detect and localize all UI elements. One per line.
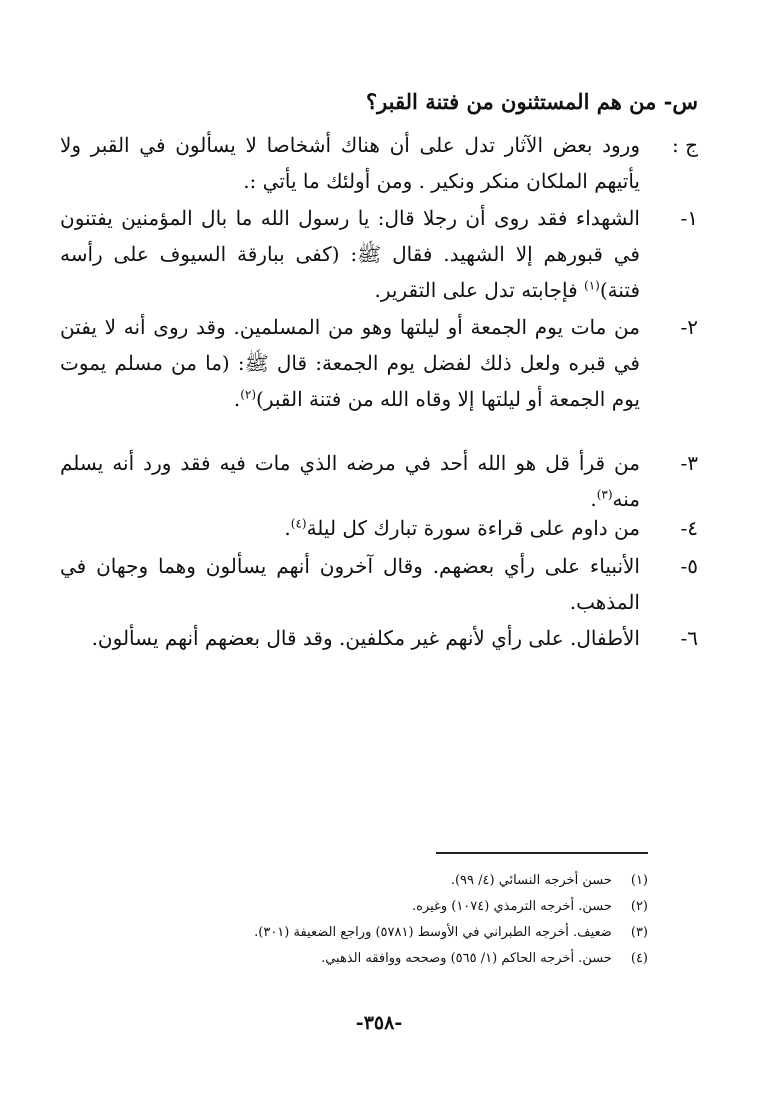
- footnote: [88, 868, 648, 894]
- footnote-ref[interactable]: (٤): [290, 516, 307, 531]
- item-text: الأطفال. على رأي لأنهم غير مكلفين. وقد قال بعضهم أنهم يسألون.: [91, 626, 640, 650]
- list-item: [60, 445, 698, 517]
- list-item: [60, 510, 698, 546]
- list-item: [60, 548, 698, 620]
- item-number: ١-: [680, 206, 698, 230]
- page-number: -٣٥٨-: [355, 1012, 403, 1034]
- footnote-ref[interactable]: (٣): [596, 487, 613, 502]
- list-item: [60, 620, 698, 656]
- question-label: س-: [663, 89, 698, 114]
- footnote-text: حسن. أخرجه الحاكم (١/ ٥٦٥) وصححه ووافقه الذهبي.: [321, 951, 612, 966]
- footnote-text: حسن. أخرجه الترمذي (١٠٧٤) وغيره.: [412, 899, 612, 914]
- answer-text: ورود بعض الآثار تدل على أن هناك أشخاصا لا يسألون في القبر ولا يأتيهم الملكان منكر ونكير . ومن أولئك ما يأتي :.: [60, 133, 640, 193]
- item-number: ٤-: [680, 516, 698, 540]
- item-text: من داوم على قراءة سورة تبارك كل ليلة$^{(٤)}$.: [284, 516, 640, 540]
- footnotes: [88, 868, 648, 972]
- footnote-text: ضعيف. أخرجه الطبراني في الأوسط (٥٧٨١) وراجع الضعيفة (٣٠١).: [254, 925, 612, 940]
- footnote-number: (١): [630, 873, 648, 888]
- item-number: ٢-: [680, 315, 698, 339]
- item-text: من مات يوم الجمعة أو ليلتها وهو من المسلمين. وقد روى أنه لا يفتن في قبره ولعل ذلك لفضل يوم الجمعة: قال ﷺ: (ما من مسلم يموت يوم الجمعة أو ليلتها إلا وقاه الله من فتنة القبر)$^{(٢)}$.: [60, 315, 640, 411]
- footnote-number: (٣): [630, 925, 648, 940]
- item-number: ٥-: [680, 554, 698, 578]
- footnote-text: حسن أخرجه النسائي (٤/ ٩٩).: [450, 873, 612, 888]
- item-text: من قرأ قل هو الله أحد في مرضه الذي مات فيه فقد ورد أنه يسلم منه$^{(٣)}$.: [60, 451, 640, 511]
- list-item: [60, 200, 698, 308]
- item-number: ٣-: [680, 451, 698, 475]
- footnote-number: (٤): [630, 951, 648, 966]
- footnote: [88, 920, 648, 946]
- item-text: الشهداء فقد روى أن رجلا قال: يا رسول الله ما بال المؤمنين يفتنون في قبورهم إلا الشهيد. فقال ﷺ: (كفى ببارقة السيوف على رأسه فتنة)$^{(١)}$ فإجابته تدل على التقرير.: [60, 206, 640, 302]
- footnote: [88, 946, 648, 972]
- answer-paragraph: [60, 127, 698, 199]
- answer-label: ج :: [671, 133, 698, 157]
- footnote-number: (٢): [630, 899, 648, 914]
- footnote-divider: [436, 852, 648, 854]
- footnote-ref[interactable]: (١): [584, 278, 600, 293]
- item-number: ٦-: [680, 626, 698, 650]
- question-text: من هم المستثنون من فتنة القبر؟: [365, 89, 657, 114]
- list-item: [60, 309, 698, 417]
- question-heading: [60, 84, 698, 120]
- item-text: الأنبياء على رأي بعضهم. وقال آخرون أنهم يسألون وهما وجهان في المذهب.: [60, 554, 640, 614]
- footnote: [88, 894, 648, 920]
- footnote-ref[interactable]: (٢): [240, 387, 257, 402]
